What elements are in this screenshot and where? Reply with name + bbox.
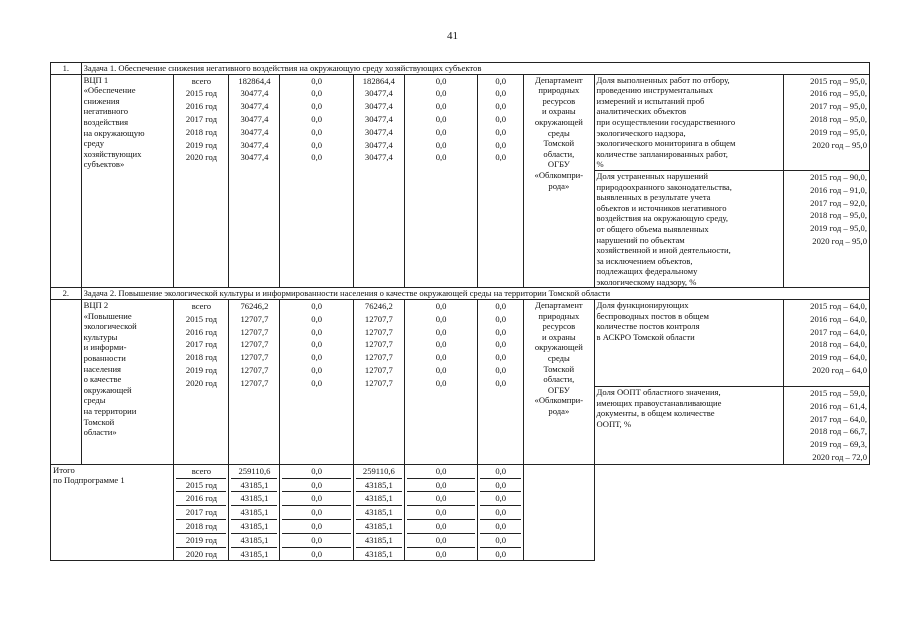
text-line: 0,0 xyxy=(407,520,475,534)
text-line: 0,0 xyxy=(407,534,475,548)
text-line: 12707,7 xyxy=(364,352,393,363)
text-line: 0,0 xyxy=(435,88,447,99)
text-line: 0,0 xyxy=(495,152,507,163)
text-line: подлежащих федеральному xyxy=(596,266,698,277)
text-line: 30477,4 xyxy=(240,88,269,99)
text-line: 2017 год – 64,0, xyxy=(810,413,867,424)
text-line: % xyxy=(596,159,604,170)
empty-cell xyxy=(524,464,594,561)
text-line: 0,0 xyxy=(435,126,447,137)
text-line: 0,0 xyxy=(311,301,323,312)
text-line: 30477,4 xyxy=(364,88,393,99)
text-line: ОГБУ xyxy=(547,159,570,170)
text-line: 2017 год – 92,0, xyxy=(810,197,867,208)
text-line: 43185,1 xyxy=(356,520,402,534)
text-line: 2017 год – 64,0, xyxy=(810,326,867,337)
text-line: 2016 год – 95,0, xyxy=(810,88,867,99)
text-line: 0,0 xyxy=(282,465,350,479)
text-line: 2020 год xyxy=(185,377,217,388)
text-line: ООПТ, % xyxy=(596,418,631,429)
text-line: 12707,7 xyxy=(240,365,269,376)
text-line: и информи- xyxy=(83,342,127,353)
text-line: 0,0 xyxy=(495,75,507,86)
text-line: при осуществлении государственного xyxy=(596,116,736,127)
text-line: 12707,7 xyxy=(364,326,393,337)
value-column-local xyxy=(404,300,477,465)
text-line: области, xyxy=(543,148,575,159)
text-line: ОГБУ xyxy=(547,384,570,395)
text-line: субъектов» xyxy=(83,159,125,170)
value-column-federal xyxy=(280,300,353,465)
text-line: на окружающую xyxy=(83,127,145,138)
total-label xyxy=(51,464,174,561)
text-line: всего xyxy=(191,75,212,86)
text-line: 0,0 xyxy=(435,152,447,163)
text-line: 2019 год – 95,0, xyxy=(810,223,867,234)
text-line: Томской xyxy=(83,416,115,427)
text-line: выявленных в результате учета xyxy=(596,192,711,203)
indicator-2-values xyxy=(784,170,870,288)
text-line: 0,0 xyxy=(480,465,521,479)
text-line: 2019 год – 95,0, xyxy=(810,126,867,137)
value-column-regional xyxy=(353,300,404,465)
text-line: воздействия на окружающую среду, xyxy=(596,213,729,224)
text-line: рованности xyxy=(83,353,126,364)
responsible-department xyxy=(524,300,594,465)
text-line: 76246,2 xyxy=(364,301,393,312)
text-line: окружающей xyxy=(83,384,132,395)
text-line: рода» xyxy=(548,406,570,416)
program-name xyxy=(81,74,174,288)
text-line: негативного xyxy=(83,106,129,117)
text-line: 30477,4 xyxy=(240,113,269,124)
text-line: от общего объема выявленных xyxy=(596,223,709,234)
text-line: населения xyxy=(83,363,121,374)
text-line: 259110,6 xyxy=(356,465,402,479)
text-line: Доля ООПТ областного значения, xyxy=(596,387,721,398)
value-column-total xyxy=(229,74,280,288)
text-line: «Облкомпри- xyxy=(534,169,584,180)
text-line: 2015 год xyxy=(176,479,226,493)
text-line: природных xyxy=(538,310,580,321)
text-line: 2019 год – 64,0, xyxy=(810,352,867,363)
text-line: ресурсов xyxy=(542,95,576,106)
text-line: хозяйственной и иной деятельности, xyxy=(596,245,731,256)
text-line: 43185,1 xyxy=(364,548,393,559)
text-line: 0,0 xyxy=(495,113,507,124)
year-column xyxy=(174,300,229,465)
text-line: 259110,6 xyxy=(231,465,277,479)
text-line: 43185,1 xyxy=(231,506,277,520)
text-line: экологического надзора, xyxy=(596,127,686,138)
text-line: 0,0 xyxy=(311,113,323,124)
text-line: 0,0 xyxy=(435,75,447,86)
text-line: 0,0 xyxy=(311,126,323,137)
text-line: беспроводных постов в общем xyxy=(596,310,709,321)
text-line: 12707,7 xyxy=(364,377,393,388)
text-line: 0,0 xyxy=(311,101,323,112)
text-line: 43185,1 xyxy=(240,548,269,559)
text-line: 0,0 xyxy=(435,352,447,363)
text-line: 12707,7 xyxy=(240,326,269,337)
text-line: 0,0 xyxy=(435,339,447,350)
text-line: 0,0 xyxy=(282,534,350,548)
text-line: 0,0 xyxy=(282,479,350,493)
text-line: области, xyxy=(543,374,575,385)
text-line: 182864,4 xyxy=(362,75,395,86)
text-line: 2019 год xyxy=(185,365,217,376)
text-line: 0,0 xyxy=(495,101,507,112)
text-line: 2019 год xyxy=(176,534,226,548)
text-line: 2017 год xyxy=(185,339,217,350)
text-line: 0,0 xyxy=(311,339,323,350)
text-line: Доля устраненных нарушений xyxy=(596,170,709,181)
task-number: 1. xyxy=(51,63,82,75)
text-line: 2018 год – 64,0, xyxy=(810,339,867,350)
text-line: имеющих правоустанавливающие xyxy=(596,397,722,408)
text-line: 0,0 xyxy=(495,365,507,376)
text-line: 2016 год xyxy=(185,326,217,337)
text-line: 0,0 xyxy=(435,113,447,124)
text-line: 0,0 xyxy=(282,492,350,506)
text-line: 12707,7 xyxy=(240,339,269,350)
text-line: 0,0 xyxy=(407,465,475,479)
text-line: 76246,2 xyxy=(240,301,269,312)
indicator-1 xyxy=(594,74,784,170)
text-line: 2020 год – 72,0 xyxy=(812,452,867,463)
text-line: экологической xyxy=(83,321,137,332)
text-line: 43185,1 xyxy=(356,506,402,520)
text-line: 0,0 xyxy=(282,520,350,534)
text-line: количестве постов контроля xyxy=(596,321,700,332)
text-line: 30477,4 xyxy=(240,152,269,163)
text-line: 0,0 xyxy=(480,534,521,548)
text-line: 43185,1 xyxy=(356,479,402,493)
text-line: 0,0 xyxy=(435,377,447,388)
text-line: 0,0 xyxy=(495,301,507,312)
text-line: 0,0 xyxy=(480,520,521,534)
text-line: о качестве xyxy=(83,374,122,385)
text-line: 0,0 xyxy=(435,101,447,112)
text-line: природных xyxy=(538,85,580,96)
text-line: 43185,1 xyxy=(231,479,277,493)
total-row xyxy=(51,464,870,561)
text-line: 0,0 xyxy=(435,548,447,559)
text-line: 2020 год xyxy=(185,152,217,163)
text-line: 2020 год – 95,0 xyxy=(812,139,867,150)
text-line: 0,0 xyxy=(435,139,447,150)
text-line: 43185,1 xyxy=(356,534,402,548)
total-year-column xyxy=(174,464,229,561)
indicator-1-values xyxy=(784,300,870,387)
text-line: области» xyxy=(83,427,117,438)
text-line: 12707,7 xyxy=(364,313,393,324)
indicator-1-values xyxy=(784,74,870,170)
text-line: и охраны xyxy=(542,331,576,342)
text-line: среды xyxy=(547,353,570,364)
indicator-2 xyxy=(594,387,784,465)
text-line: ресурсов xyxy=(542,321,576,332)
value-column-federal xyxy=(280,74,353,288)
text-line: 2018 год – 95,0, xyxy=(810,210,867,221)
text-line: 2016 год – 61,4, xyxy=(810,400,867,411)
indicator-2-values xyxy=(784,387,870,465)
text-line: 182864,4 xyxy=(238,75,271,86)
text-line: ВЦП 2 xyxy=(83,300,109,311)
empty-cell xyxy=(594,464,869,561)
text-line: 2019 год xyxy=(185,139,217,150)
text-line: воздействия xyxy=(83,116,129,127)
text-line: 2017 год – 95,0, xyxy=(810,101,867,112)
page-number: 41 xyxy=(447,30,458,42)
text-line: 0,0 xyxy=(282,506,350,520)
text-line: среду xyxy=(83,138,105,149)
text-line: 2017 год xyxy=(185,113,217,124)
value-column-other xyxy=(478,74,524,288)
text-line: рода» xyxy=(548,180,570,191)
text-line: 0,0 xyxy=(311,139,323,150)
text-line: всего xyxy=(176,465,226,479)
text-line: проведению инструментальных xyxy=(596,85,714,96)
text-line: 0,0 xyxy=(495,377,507,388)
text-line: за исключением объектов, xyxy=(596,255,693,266)
text-line: и охраны xyxy=(542,106,576,117)
text-line: документы, в общем количестве xyxy=(596,408,715,419)
text-line: 2015 год xyxy=(185,313,217,324)
text-line: 2015 год – 90,0, xyxy=(810,171,867,182)
text-line: 12707,7 xyxy=(240,352,269,363)
text-line: 0,0 xyxy=(311,88,323,99)
text-line: 43185,1 xyxy=(356,492,402,506)
text-line: среды xyxy=(547,127,570,138)
text-line: 2018 год xyxy=(185,126,217,137)
text-line: 30477,4 xyxy=(364,139,393,150)
text-line: 2015 год – 95,0, xyxy=(810,75,867,86)
task-title: Задача 1. Обеспечение снижения негативного воздействия на окружающую среду хозяйствующих субъектов xyxy=(81,63,869,75)
text-line: 12707,7 xyxy=(364,365,393,376)
text-line: экологического мониторинга в общем xyxy=(596,138,736,149)
text-line: 2017 год xyxy=(176,506,226,520)
text-line: 2015 год xyxy=(185,88,217,99)
text-line: количестве запланированных работ, xyxy=(596,148,728,159)
text-line: Итого xyxy=(53,464,75,475)
empty-cell xyxy=(51,74,82,288)
text-line: 0,0 xyxy=(480,479,521,493)
total-value-federal xyxy=(280,464,353,561)
text-line: по Подпрограмме 1 xyxy=(53,475,125,486)
text-line: 12707,7 xyxy=(364,339,393,350)
value-column-regional xyxy=(353,74,404,288)
text-line: Доля функционирующих xyxy=(596,300,689,311)
text-line: 30477,4 xyxy=(240,139,269,150)
text-line: Томской xyxy=(543,363,575,374)
text-line: 0,0 xyxy=(311,377,323,388)
text-line: 12707,7 xyxy=(240,377,269,388)
total-value-local xyxy=(404,464,477,561)
text-line: 0,0 xyxy=(311,326,323,337)
task-title: Задача 2. Повышение экологической культуры и информированности населения о качестве окружающей среды на территории Томской области xyxy=(81,288,869,300)
text-line: 0,0 xyxy=(311,152,323,163)
text-line: 0,0 xyxy=(311,352,323,363)
text-line: 2018 год xyxy=(176,520,226,534)
text-line: 30477,4 xyxy=(364,152,393,163)
text-line: 2019 год – 69,3, xyxy=(810,439,867,450)
text-line: 2018 год – 95,0, xyxy=(810,113,867,124)
text-line: «Облкомпри- xyxy=(534,395,584,406)
text-line: 0,0 xyxy=(495,352,507,363)
text-line: Доля выполненных работ по отбору, xyxy=(596,74,730,85)
value-column-other xyxy=(478,300,524,465)
text-line: измерений и испытаний проб xyxy=(596,95,705,106)
text-line: 0,0 xyxy=(495,548,507,559)
year-column xyxy=(174,74,229,288)
value-column-total xyxy=(229,300,280,465)
text-line: в АСКРО Томской области xyxy=(596,331,695,342)
subprogram-table xyxy=(50,62,870,561)
text-line: на территории xyxy=(83,406,137,416)
text-line: ВЦП 1 xyxy=(83,74,109,85)
text-line: объектов и источников негативного xyxy=(596,202,727,213)
text-line: 2020 год xyxy=(185,548,217,559)
text-line: среды xyxy=(83,395,106,406)
text-line: 0,0 xyxy=(435,365,447,376)
task-row-2 xyxy=(51,288,870,300)
text-line: аналитических объектов xyxy=(596,106,687,117)
empty-cell xyxy=(51,300,82,465)
indicator-1 xyxy=(594,300,784,387)
indicator-2 xyxy=(594,170,784,288)
program-name xyxy=(81,300,174,465)
text-line: 0,0 xyxy=(495,126,507,137)
text-line: 2016 год – 64,0, xyxy=(810,313,867,324)
total-value-other xyxy=(478,464,524,561)
program-row-1 xyxy=(51,74,870,170)
text-line: природоохранного законодательства, xyxy=(596,181,732,192)
text-line: экологическому надзору, % xyxy=(596,276,697,287)
text-line: 30477,4 xyxy=(240,101,269,112)
text-line: культуры xyxy=(83,331,118,342)
text-line: 2018 год xyxy=(185,352,217,363)
text-line: 43185,1 xyxy=(231,534,277,548)
text-line: 0,0 xyxy=(495,326,507,337)
text-line: окружающей xyxy=(534,116,583,127)
text-line: 0,0 xyxy=(480,492,521,506)
text-line: 30477,4 xyxy=(364,113,393,124)
text-line: 0,0 xyxy=(480,506,521,520)
text-line: 0,0 xyxy=(495,339,507,350)
text-line: Томской xyxy=(543,138,575,149)
text-line: 2016 год xyxy=(185,101,217,112)
text-line: Департамент xyxy=(535,74,583,85)
text-line: 0,0 xyxy=(407,492,475,506)
text-line: 0,0 xyxy=(435,326,447,337)
text-line: окружающей xyxy=(534,342,583,353)
task-row-1 xyxy=(51,63,870,75)
text-line: 2015 год – 59,0, xyxy=(810,388,867,399)
text-line: 30477,4 xyxy=(364,101,393,112)
text-line: 0,0 xyxy=(407,479,475,493)
text-line: 0,0 xyxy=(311,365,323,376)
total-value-total xyxy=(229,464,280,561)
text-line: 0,0 xyxy=(311,313,323,324)
text-line: хозяйствующих xyxy=(83,148,142,159)
text-line: 0,0 xyxy=(495,88,507,99)
text-line: 2020 год – 64,0 xyxy=(812,365,867,376)
text-line: Департамент xyxy=(535,300,583,311)
text-line: 0,0 xyxy=(311,75,323,86)
text-line: 2016 год xyxy=(176,492,226,506)
text-line: нарушений по объектам xyxy=(596,234,685,245)
value-column-local xyxy=(404,74,477,288)
text-line: 0,0 xyxy=(495,313,507,324)
text-line: 0,0 xyxy=(407,506,475,520)
text-line: 0,0 xyxy=(311,548,323,559)
program-row-2 xyxy=(51,300,870,387)
text-line: 0,0 xyxy=(495,139,507,150)
text-line: 30477,4 xyxy=(240,126,269,137)
text-line: 0,0 xyxy=(435,301,447,312)
text-line: «Повышение xyxy=(83,310,132,321)
text-line: 12707,7 xyxy=(240,313,269,324)
text-line: 30477,4 xyxy=(364,126,393,137)
text-line: 2015 год – 64,0, xyxy=(810,301,867,312)
text-line: 2020 год – 95,0 xyxy=(812,235,867,246)
text-line: снижения xyxy=(83,95,120,106)
text-line: 2016 год – 91,0, xyxy=(810,184,867,195)
total-value-regional xyxy=(353,464,404,561)
text-line: «Обеспечение xyxy=(83,85,136,96)
text-line: 0,0 xyxy=(435,313,447,324)
text-line: всего xyxy=(191,301,212,312)
task-number: 2. xyxy=(51,288,82,300)
text-line: 2018 год – 66,7, xyxy=(810,426,867,437)
text-line: 43185,1 xyxy=(231,520,277,534)
responsible-department xyxy=(524,74,594,288)
text-line: 43185,1 xyxy=(231,492,277,506)
